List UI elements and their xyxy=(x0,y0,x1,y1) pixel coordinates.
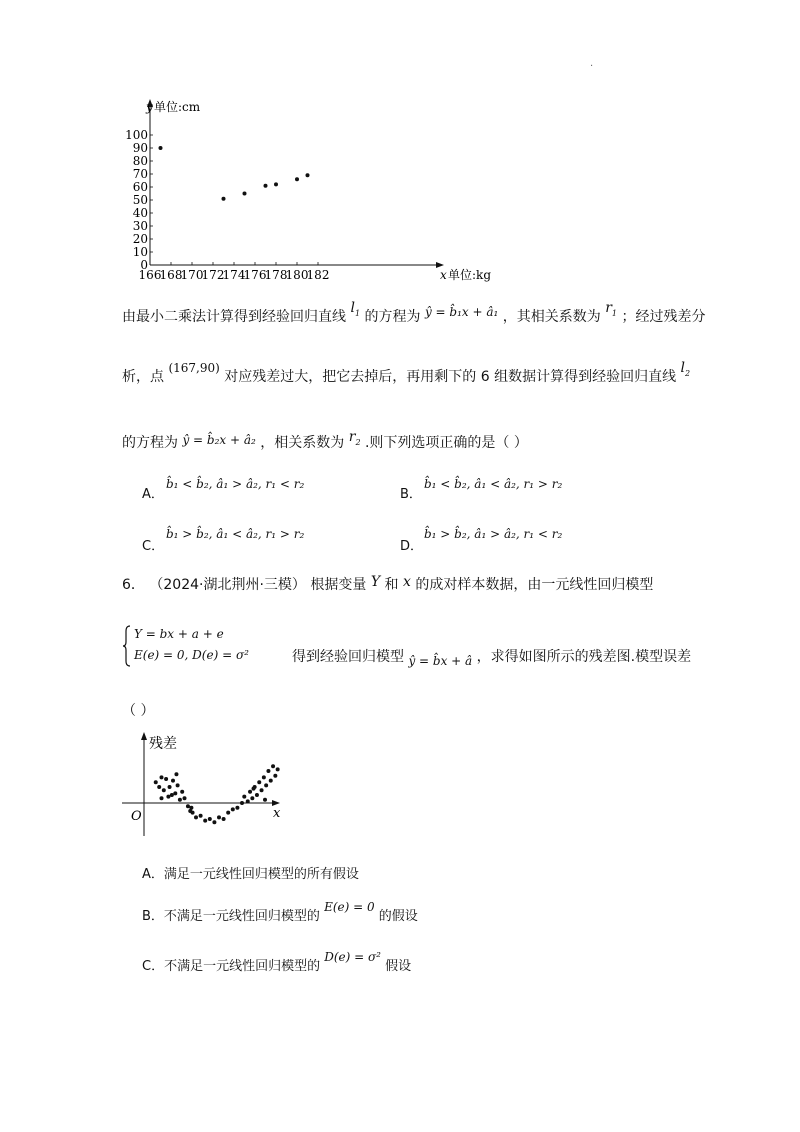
x-tick-label: 170 xyxy=(180,268,204,282)
y-tick-label: 10 xyxy=(132,245,148,259)
residual-point xyxy=(186,804,190,808)
x-tick-label: 172 xyxy=(201,268,225,282)
q5-line2 xyxy=(122,360,691,387)
residual-point xyxy=(217,815,221,819)
option-c-condition: D(e) = σ² xyxy=(324,950,381,964)
y-tick-label: 100 xyxy=(125,128,148,142)
residual-point xyxy=(264,783,268,787)
x-tick-label: 176 xyxy=(243,268,267,282)
y-tick-label: 70 xyxy=(132,167,148,181)
q6-text: 和 xyxy=(384,577,399,593)
residual-point xyxy=(248,790,252,794)
x-tick-label: 168 xyxy=(159,268,183,282)
option-c[interactable]: C． xyxy=(142,539,165,554)
residual-point xyxy=(226,811,230,815)
r1-symbol: $r_1$ xyxy=(605,300,618,318)
system-brace xyxy=(122,625,132,667)
l2-symbol: $l_2$ xyxy=(680,360,691,378)
q5-text: ，其相关系数为 xyxy=(502,309,601,325)
y-axis-arrow xyxy=(141,732,147,740)
residual-point xyxy=(162,788,166,792)
residual-point xyxy=(194,815,198,819)
residual-axis-label: 残差 xyxy=(149,736,177,752)
residual-point xyxy=(168,785,172,789)
residual-point xyxy=(255,793,259,797)
residual-point xyxy=(222,817,226,821)
q5-text: ；经过残差分 xyxy=(621,309,706,325)
q5-text: 的方程为 xyxy=(364,309,421,325)
residual-point xyxy=(178,798,182,802)
q5-line1 xyxy=(122,300,706,327)
residual-point xyxy=(173,791,177,795)
option-b-math: b̂₁ < b̂₂, â₁ < â₂, r₁ > r₂ xyxy=(424,477,563,491)
residual-point xyxy=(183,796,187,800)
regression-equation-2: ŷ = b̂₂x + â₂ xyxy=(182,433,256,447)
q5-text: 由最小二乘法计算得到经验回归直线 xyxy=(122,309,346,325)
q6-text: 得到经验回归模型 xyxy=(292,649,404,665)
system-equation-2: E(e) = 0, D(e) = σ² xyxy=(134,648,249,662)
residual-point xyxy=(262,775,266,779)
option-c-math: b̂₁ > b̂₂, â₁ < â₂, r₁ > r₂ xyxy=(166,527,305,541)
question-source: （2024·湖北荆州·三模） xyxy=(149,577,306,593)
residual-point xyxy=(157,785,161,789)
q5-text: 对应残差过大，把它去掉后，再用剩下的 6 组数据计算得到经验回归直线 xyxy=(224,369,677,385)
option-a[interactable]: A． xyxy=(142,487,164,502)
answer-bracket: （ ） xyxy=(122,703,155,719)
residual-point xyxy=(180,790,184,794)
x-axis-label-var: x xyxy=(440,268,447,282)
q5-text: 析，点 xyxy=(122,369,164,385)
y-tick-label: 20 xyxy=(132,232,148,246)
q6-line1 xyxy=(122,574,654,593)
var-y: Y xyxy=(370,574,381,590)
data-point xyxy=(264,184,268,188)
y-axis-label-var: y xyxy=(146,100,153,114)
residual-point xyxy=(271,764,275,768)
x-axis-label: x xyxy=(273,806,281,821)
residual-point xyxy=(154,780,158,784)
q6-option-a[interactable]: A．满足一元线性回归模型的所有假设 xyxy=(142,867,359,882)
y-axis-label-text: 单位:cm xyxy=(154,100,201,114)
residual-point xyxy=(166,795,170,799)
y-tick-label: 80 xyxy=(132,154,148,168)
empirical-model: ŷ = b̂x + â xyxy=(408,654,473,668)
residual-point xyxy=(212,820,216,824)
option-a-math: b̂₁ < b̂₂, â₁ > â₂, r₁ < r₂ xyxy=(166,477,305,491)
system-equation-1: Y = bx + a + e xyxy=(134,627,224,641)
q6-option-c[interactable]: C．不满足一元线性回归模型的 D(e) = σ² 假设 xyxy=(142,950,412,974)
residual-point xyxy=(250,796,254,800)
q6-text: 的成对样本数据，由一元线性回归模型 xyxy=(415,577,654,593)
origin-label: O xyxy=(131,809,142,824)
regression-equation-1: ŷ = b̂₁x + â₁ xyxy=(424,305,499,319)
residual-point xyxy=(252,787,256,791)
residual-point xyxy=(203,819,207,823)
question-number: 6． xyxy=(122,577,145,593)
residual-point xyxy=(170,793,174,797)
residual-point xyxy=(242,795,246,799)
residual-point xyxy=(208,817,212,821)
y-tick-label: 30 xyxy=(132,219,148,233)
q5-line3 xyxy=(122,429,528,453)
residual-point xyxy=(246,799,250,803)
residual-point xyxy=(235,806,239,810)
point-coordinate: (167,90) xyxy=(168,361,220,375)
y-tick-label: 60 xyxy=(132,180,148,194)
q6-line2 xyxy=(292,649,692,668)
residual-point xyxy=(260,788,264,792)
data-point xyxy=(222,197,226,201)
residual-point xyxy=(273,774,277,778)
q6-text: ，求得如图所示的残差图.模型误差 xyxy=(476,649,692,665)
residual-point xyxy=(266,769,270,773)
page-mark: · xyxy=(590,61,594,72)
residual-point xyxy=(188,809,192,813)
residual-point xyxy=(174,772,178,776)
residual-point xyxy=(231,807,235,811)
residual-point xyxy=(199,814,203,818)
y-tick-label: 50 xyxy=(132,193,148,207)
residual-point xyxy=(164,777,168,781)
data-point xyxy=(274,182,278,186)
x-tick-label: 174 xyxy=(222,268,246,282)
option-b-condition: E(e) = 0 xyxy=(324,900,375,914)
data-point xyxy=(306,173,310,177)
r2-symbol: $r_2$ xyxy=(348,429,361,447)
residual-point xyxy=(176,783,180,787)
var-x: x xyxy=(402,574,411,590)
option-d[interactable]: D． xyxy=(400,539,424,554)
residual-point xyxy=(276,767,280,771)
y-tick-label: 0 xyxy=(140,258,148,272)
scatter-chart xyxy=(120,95,500,285)
residual-point xyxy=(263,798,267,802)
residual-point xyxy=(257,780,261,784)
residual-point xyxy=(240,801,244,805)
y-tick-label: 40 xyxy=(132,206,148,220)
y-tick-label: 90 xyxy=(132,141,148,155)
l1-symbol: $l_1$ xyxy=(350,300,361,318)
option-d-math: b̂₁ > b̂₂, â₁ > â₂, r₁ < r₂ xyxy=(424,527,563,541)
x-tick-label: 166 xyxy=(138,268,162,282)
data-point xyxy=(243,192,247,196)
x-tick-label: 180 xyxy=(285,268,309,282)
data-point xyxy=(295,177,299,181)
q5-text: .则下列选项正确的是（ ） xyxy=(364,435,528,451)
residual-point xyxy=(269,779,273,783)
q6-option-b[interactable]: B．不满足一元线性回归模型的 E(e) = 0 的假设 xyxy=(142,900,418,924)
q6-text: 根据变量 xyxy=(310,577,367,593)
residual-chart xyxy=(120,728,290,840)
q5-text: ，相关系数为 xyxy=(260,435,345,451)
x-axis-label-text: 单位:kg xyxy=(448,268,491,282)
option-b[interactable]: B． xyxy=(400,487,422,502)
q5-text: 的方程为 xyxy=(122,435,178,451)
x-tick-label: 182 xyxy=(306,268,330,282)
residual-point xyxy=(171,779,175,783)
residual-point xyxy=(160,796,164,800)
data-point xyxy=(159,146,163,150)
residual-point xyxy=(160,775,164,779)
x-tick-label: 178 xyxy=(264,268,288,282)
